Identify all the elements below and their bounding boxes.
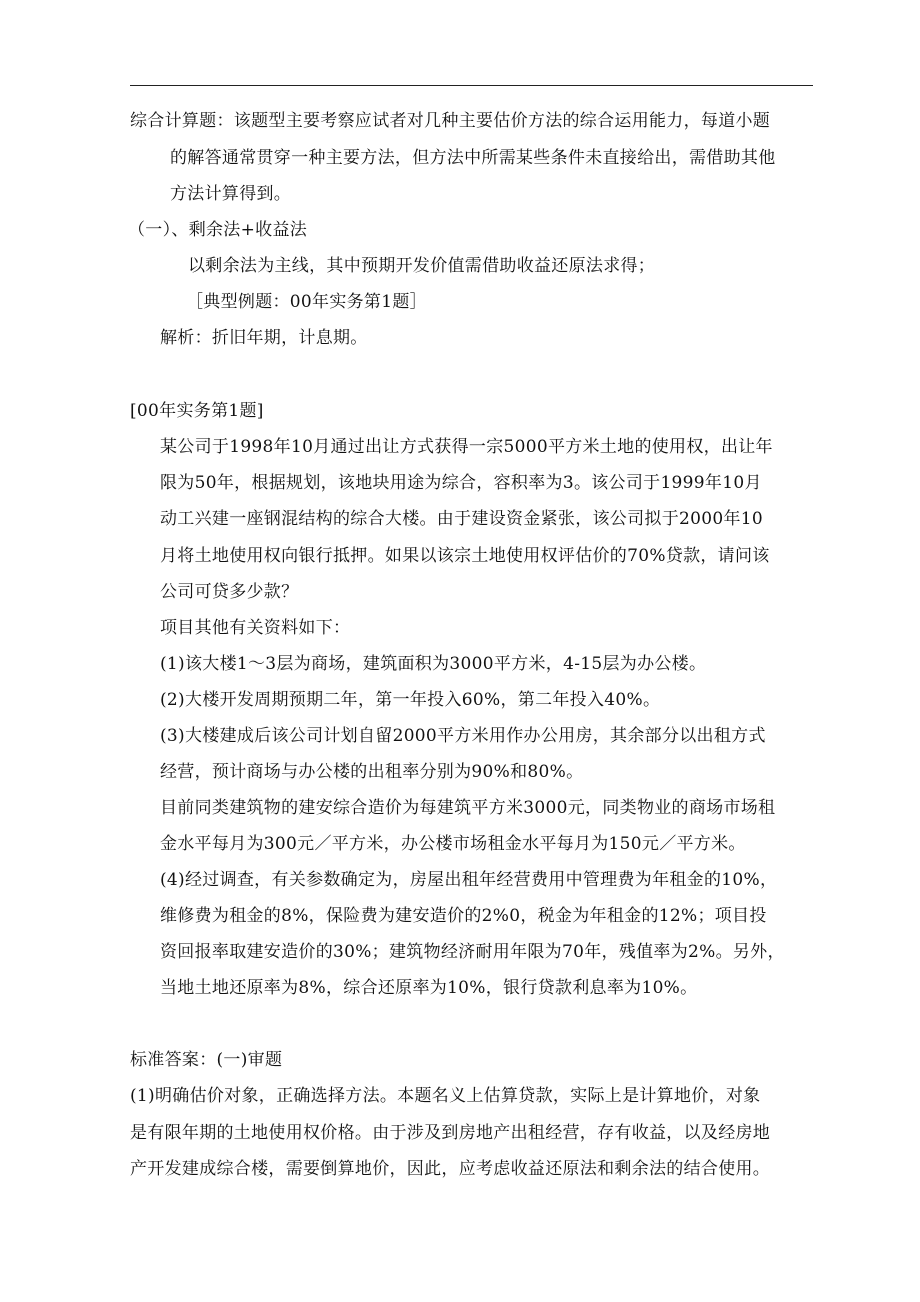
section-text: ［典型例题：00年实务第1题］ (186, 292, 427, 312)
intro-line: 综合计算题：该题型主要考察应试者对几种主要估价方法的综合运用能力，每道小题 (130, 111, 771, 131)
problem-line: 公司可贷多少款？ (160, 582, 299, 602)
problem-item: 维修费为租金的8%，保险费为建安造价的2%0，税金为年租金的12%；项目投 (160, 906, 767, 926)
answer-line: 是有限年期的土地使用权价格。由于涉及到房地产出租经营，存有收益，以及经房地 (130, 1123, 771, 1143)
problem-line: 动工兴建一座钢混结构的综合大楼。由于建设资金紧张，该公司拟于2000年10 (160, 509, 763, 529)
answer-heading: 标准答案：(一)审题 (130, 1050, 283, 1070)
problem-title: [00年实务第1题] (130, 401, 264, 421)
problem-item: 当地土地还原率为8%，综合还原率为10%，银行贷款利息率为10%。 (160, 978, 698, 998)
section-heading: （一）、剩余法+收益法 (128, 220, 308, 240)
problem-line: 限为50年，根据规划，该地块用途为综合，容积率为3。该公司于1999年10月 (160, 473, 762, 493)
problem-item: (1)该大楼1～3层为商场，建筑面积为3000平方米，4-15层为办公楼。 (160, 654, 707, 674)
intro-line: 方法计算得到。 (170, 184, 292, 204)
answer-line: (1)明确估价对象，正确选择方法。本题名义上估算贷款，实际上是计算地价，对象 (130, 1086, 761, 1106)
problem-item: (4)经过调查，有关参数确定为，房屋出租年经营费用中管理费为年租金的10%， (160, 870, 778, 890)
problem-item: 经营，预计商场与办公楼的出租率分别为90%和80%。 (160, 762, 584, 782)
problem-line: 金水平每月为300元／平方米，办公楼市场租金水平每月为150元／平方米。 (160, 834, 746, 854)
section-text: 以剩余法为主线，其中预期开发价值需借助收益还原法求得； (188, 256, 656, 276)
section-text: 解析：折旧年期，计息期。 (160, 328, 368, 348)
problem-line: 项目其他有关资料如下： (160, 618, 351, 638)
header-rule (130, 85, 813, 86)
intro-line: 的解答通常贯穿一种主要方法，但方法中所需某些条件未直接给出，需借助其他 (170, 148, 776, 168)
problem-line: 目前同类建筑物的建安综合造价为每建筑平方米3000元，同类物业的商场市场租 (160, 798, 776, 818)
problem-item: 资回报率取建安造价的30%；建筑物经济耐用年限为70年，残值率为2%。另外， (160, 942, 785, 962)
problem-item: (2)大楼开发周期预期二年，第一年投入60%，第二年投入40%。 (160, 690, 661, 710)
problem-item: (3)大楼建成后该公司计划自留2000平方米用作办公用房，其余部分以出租方式 (160, 726, 766, 746)
problem-line: 某公司于1998年10月通过出让方式获得一宗5000平方米土地的使用权，出让年 (160, 437, 773, 457)
problem-line: 月将土地使用权向银行抵押。如果以该宗土地使用权评估价的70%贷款，请问该 (160, 546, 770, 566)
answer-line: 产开发建成综合楼，需要倒算地价，因此，应考虑收益还原法和剩余法的结合使用。 (130, 1159, 771, 1179)
